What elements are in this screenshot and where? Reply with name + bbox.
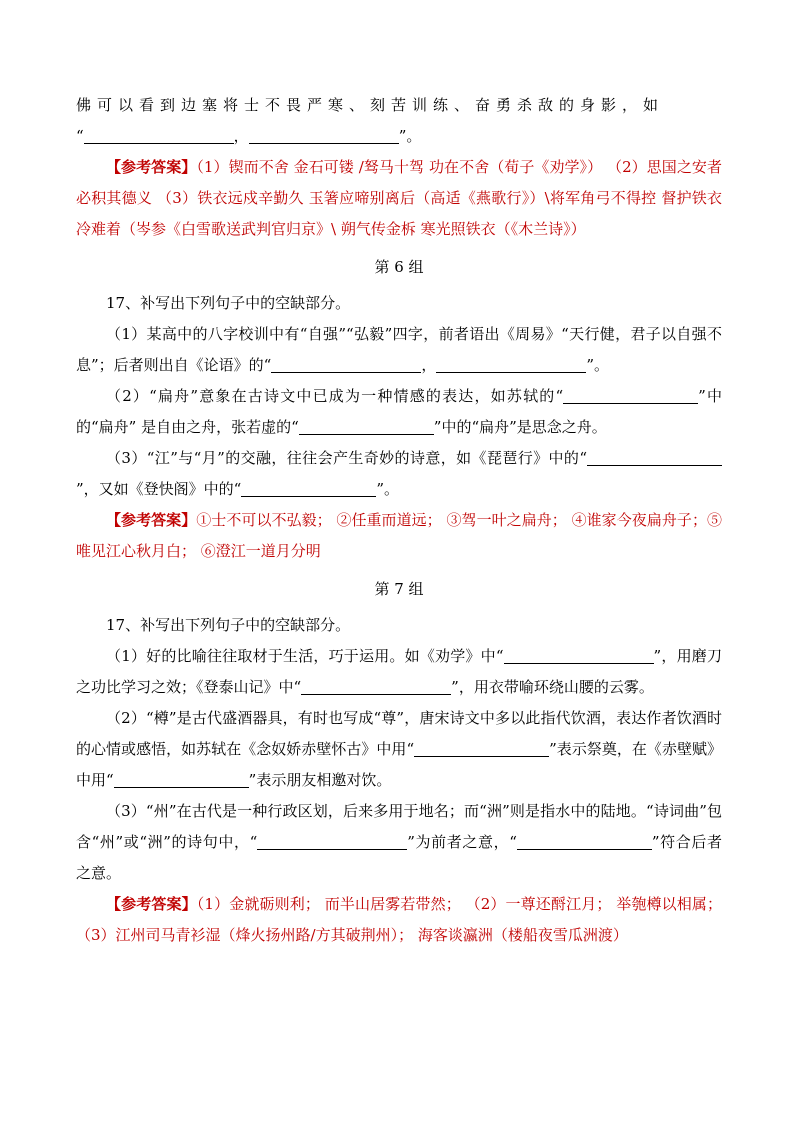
- answer-block-7: [76, 889, 722, 951]
- answer-blank[interactable]: [301, 678, 451, 695]
- answer-blank[interactable]: [114, 771, 249, 788]
- answer-blank[interactable]: [436, 356, 586, 373]
- answer-blank[interactable]: [257, 833, 407, 850]
- answer-text: （1）金就砺则利； 而半山居雾若带然； （2）一尊还酹江月； 举匏樽以相属；（3）江州司马青衫湿（烽火扬州路/方其破荆州）； 海客谈瀛洲（楼船夜雪瓜洲渡）: [76, 895, 722, 944]
- answer-blank[interactable]: [563, 387, 698, 404]
- answer-blank[interactable]: [299, 418, 434, 435]
- answer-blank[interactable]: [84, 127, 234, 144]
- answer-label: 【参考答案】: [106, 158, 197, 176]
- group-7-title: 第 7 组: [374, 580, 424, 598]
- answer-label: 【参考答案】: [106, 511, 197, 529]
- group-6-title: 第 6 组: [374, 258, 424, 276]
- answer-block-5: [76, 152, 722, 245]
- group-6-question: 17、补写出下列句子中的空缺部分。: [106, 294, 351, 312]
- answer-text: （1）锲而不舍 金石可镂 /驽马十驾 功在不舍（荀子《劝学》） （2）思国之安者 必积其德义 （3）铁衣远戍辛勤久 玉箸应啼别离后（高适《燕歌行》）\将军角弓不得控 督护铁衣冷难着（岑参《白雪歌送武判官归京》\ 朔气传金柝 寒光照铁衣（《木兰诗》）: [76, 158, 722, 238]
- answer-blank[interactable]: [414, 740, 549, 757]
- group-6-item-3: （3）“江”与“月”的交融，往往会产生奇妙的诗意，如《琵琶行》中的“”，又如《登快阁》中的“ ”。: [76, 443, 722, 505]
- answer-text: ①士不可以不弘毅； ②任重而道远； ③驾一叶之扁舟； ④谁家今夜扁舟子；⑤唯见江心秋月白； ⑥澄江一道月分明: [76, 511, 722, 560]
- answer-blank[interactable]: [517, 833, 652, 850]
- group-7-item-2: （2）“樽”是古代盛酒器具，有时也写成“尊”，唐宋诗文中多以此指代饮酒，表达作者饮酒时的心情或感悟，如苏轼在《念奴娇赤壁怀古》中用“ ”表示祭奠，在《赤壁赋》中用“ ”表示朋友相邀对饮。: [76, 709, 722, 789]
- group-7-item-1: （1）好的比喻往往取材于生活，巧于运用。如《劝学》中“ ”，用磨刀之功比学习之效；《登泰山记》中“ ”，用衣带喻环绕山腰的云雾。: [76, 647, 722, 696]
- top-line-1: 佛可以看到边塞将士不畏严寒、刻苦训练、奋勇杀敌的身影，如: [76, 96, 665, 114]
- answer-blank[interactable]: [504, 647, 654, 664]
- answer-blank[interactable]: [249, 127, 399, 144]
- answer-blank[interactable]: [271, 356, 421, 373]
- group-7-item-3: （3）“州”在古代是一种行政区划，后来多用于地名；而“洲”则是指水中的陆地。“诗词曲”包含“州”或“洲”的诗句中，“ ”为前者之意，“ ”符合后者之意。: [76, 802, 722, 882]
- answer-block-6: [76, 505, 722, 567]
- answer-blank[interactable]: [587, 449, 722, 466]
- answer-blank[interactable]: [241, 480, 376, 497]
- group-6-item-1: （1）某高中的八字校训中有“自强”“弘毅”四字，前者语出《周易》“天行健，君子以自强不息”；后者则出自《论语》的“ ， ”。: [76, 325, 722, 374]
- top-line-2: “ ， ”。: [76, 127, 422, 145]
- group-6-item-2: （2）“扁舟”意象在古诗文中已成为一种情感的表达，如苏轼的“ ”中的“扁舟” 是自由之舟，张若虚的“ ”中的“扁舟”是思念之舟。: [76, 387, 722, 436]
- document-page: [76, 90, 722, 951]
- answer-label: 【参考答案】: [106, 895, 197, 913]
- group-7-question: 17、补写出下列句子中的空缺部分。: [106, 616, 351, 634]
